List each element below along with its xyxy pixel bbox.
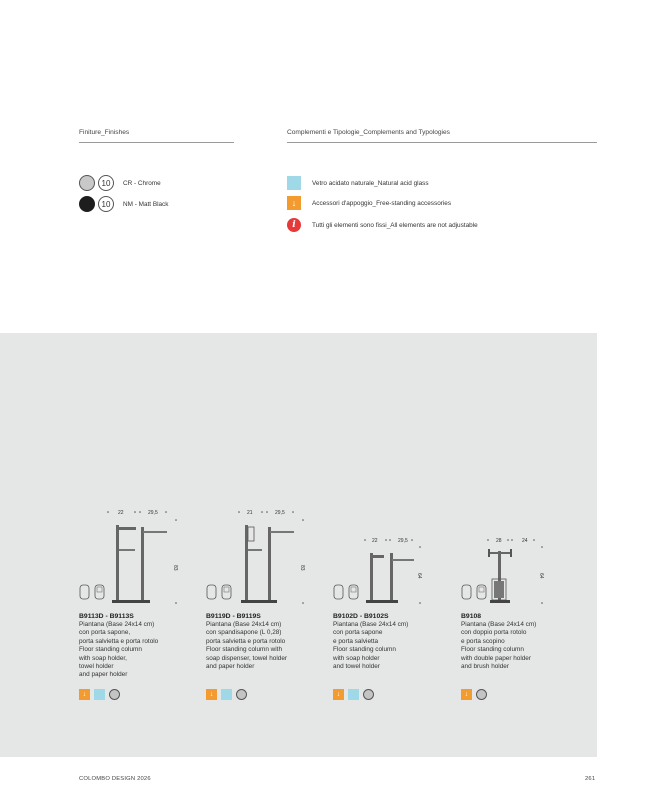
footer-brand: COLOMBO DESIGN 2026 — [79, 776, 151, 782]
dim-width-1: 21 — [247, 510, 253, 516]
complement-free-standing — [287, 196, 451, 210]
dim-height: 64 — [416, 573, 422, 579]
product-drawing-b9113 — [76, 505, 186, 610]
product-icons — [333, 689, 374, 700]
free-standing-icon: ↓ — [287, 196, 301, 210]
finishes-heading: Finiture_Finishes — [79, 129, 130, 136]
product-description: Piantana (Base 24x14 cm) con porta sapone, porta salvietta e porta rotolo Floor standing column with soap holder, towel holder and paper holder — [79, 621, 159, 679]
dim-width-2: 29,5 — [275, 510, 285, 516]
complements-heading: Complementi e Tipologie_Complements and Typologies — [287, 129, 450, 136]
product-card-b9108 — [461, 613, 586, 671]
finish-chrome — [79, 175, 161, 191]
product-icons — [461, 689, 487, 700]
product-code: B9119D - B9119S — [206, 613, 261, 620]
chrome-finish-icon — [363, 689, 374, 700]
product-code: B9102D - B9102S — [333, 613, 389, 620]
product-drawing-b9119 — [203, 505, 313, 610]
product-icons — [206, 689, 247, 700]
complements-divider — [287, 142, 597, 143]
finish-label: NM - Matt Black — [123, 200, 169, 208]
glass-swatch-icon — [287, 176, 301, 190]
dim-width-2: 24 — [522, 538, 528, 544]
chrome-swatch-icon — [79, 175, 95, 191]
free-standing-icon: ↓ — [333, 689, 344, 700]
free-standing-icon: ↓ — [461, 689, 472, 700]
dim-width-2: 29,5 — [148, 510, 158, 516]
glass-icon — [221, 689, 232, 700]
dim-height: 83 — [172, 565, 178, 571]
finishes-divider — [79, 142, 234, 143]
dim-width-1: 22 — [372, 538, 378, 544]
dim-width-2: 29,5 — [398, 538, 408, 544]
dim-width-1: 28 — [496, 538, 502, 544]
info-icon: i — [287, 218, 301, 232]
complement-glass — [287, 176, 429, 190]
matt-black-swatch-icon — [79, 196, 95, 212]
complement-label: Vetro acidato naturale_Natural acid glass — [312, 179, 429, 187]
free-standing-icon: ↓ — [79, 689, 90, 700]
finish-number-badge: 10 — [98, 196, 114, 212]
chrome-finish-icon — [236, 689, 247, 700]
dim-height: 83 — [299, 565, 305, 571]
glass-icon — [94, 689, 105, 700]
product-drawing-b9102 — [330, 535, 430, 610]
dim-height: 64 — [538, 573, 544, 579]
chrome-finish-icon — [476, 689, 487, 700]
product-code: B9113D - B9113S — [79, 613, 134, 620]
complement-label: Tutti gli elementi sono fissi_All elements are not adjustable — [312, 221, 478, 229]
finish-number-badge: 10 — [98, 175, 114, 191]
chrome-finish-icon — [109, 689, 120, 700]
product-card-b9102 — [333, 613, 458, 671]
product-description: Piantana (Base 24x14 cm) con doppio porta rotolo e porta scopino Floor standing column with double paper holder and brush holder — [461, 621, 537, 671]
glass-icon — [348, 689, 359, 700]
product-code: B9108 — [461, 613, 482, 620]
complement-label: Accessori d'appoggio_Free-standing accessories — [312, 199, 452, 207]
page-number: 261 — [585, 776, 596, 782]
free-standing-icon: ↓ — [206, 689, 217, 700]
product-card-b9113 — [79, 613, 204, 680]
complement-info — [287, 218, 478, 232]
product-description: Piantana (Base 24x14 cm) con porta sapone e porta salvietta Floor standing column with soap holder and towel holder — [333, 621, 409, 671]
product-card-b9119 — [206, 613, 331, 671]
product-icons — [79, 689, 120, 700]
product-description: Piantana (Base 24x14 cm) con spandisapone (L 0,28) porta salvietta e porta rotolo Floor standing column with soap dispenser, towel holder and paper holder — [206, 621, 287, 671]
product-drawing-b9108 — [458, 535, 558, 610]
finish-matt-black — [79, 196, 168, 212]
finish-label: CR - Chrome — [123, 179, 161, 187]
dim-width-1: 22 — [118, 510, 124, 516]
